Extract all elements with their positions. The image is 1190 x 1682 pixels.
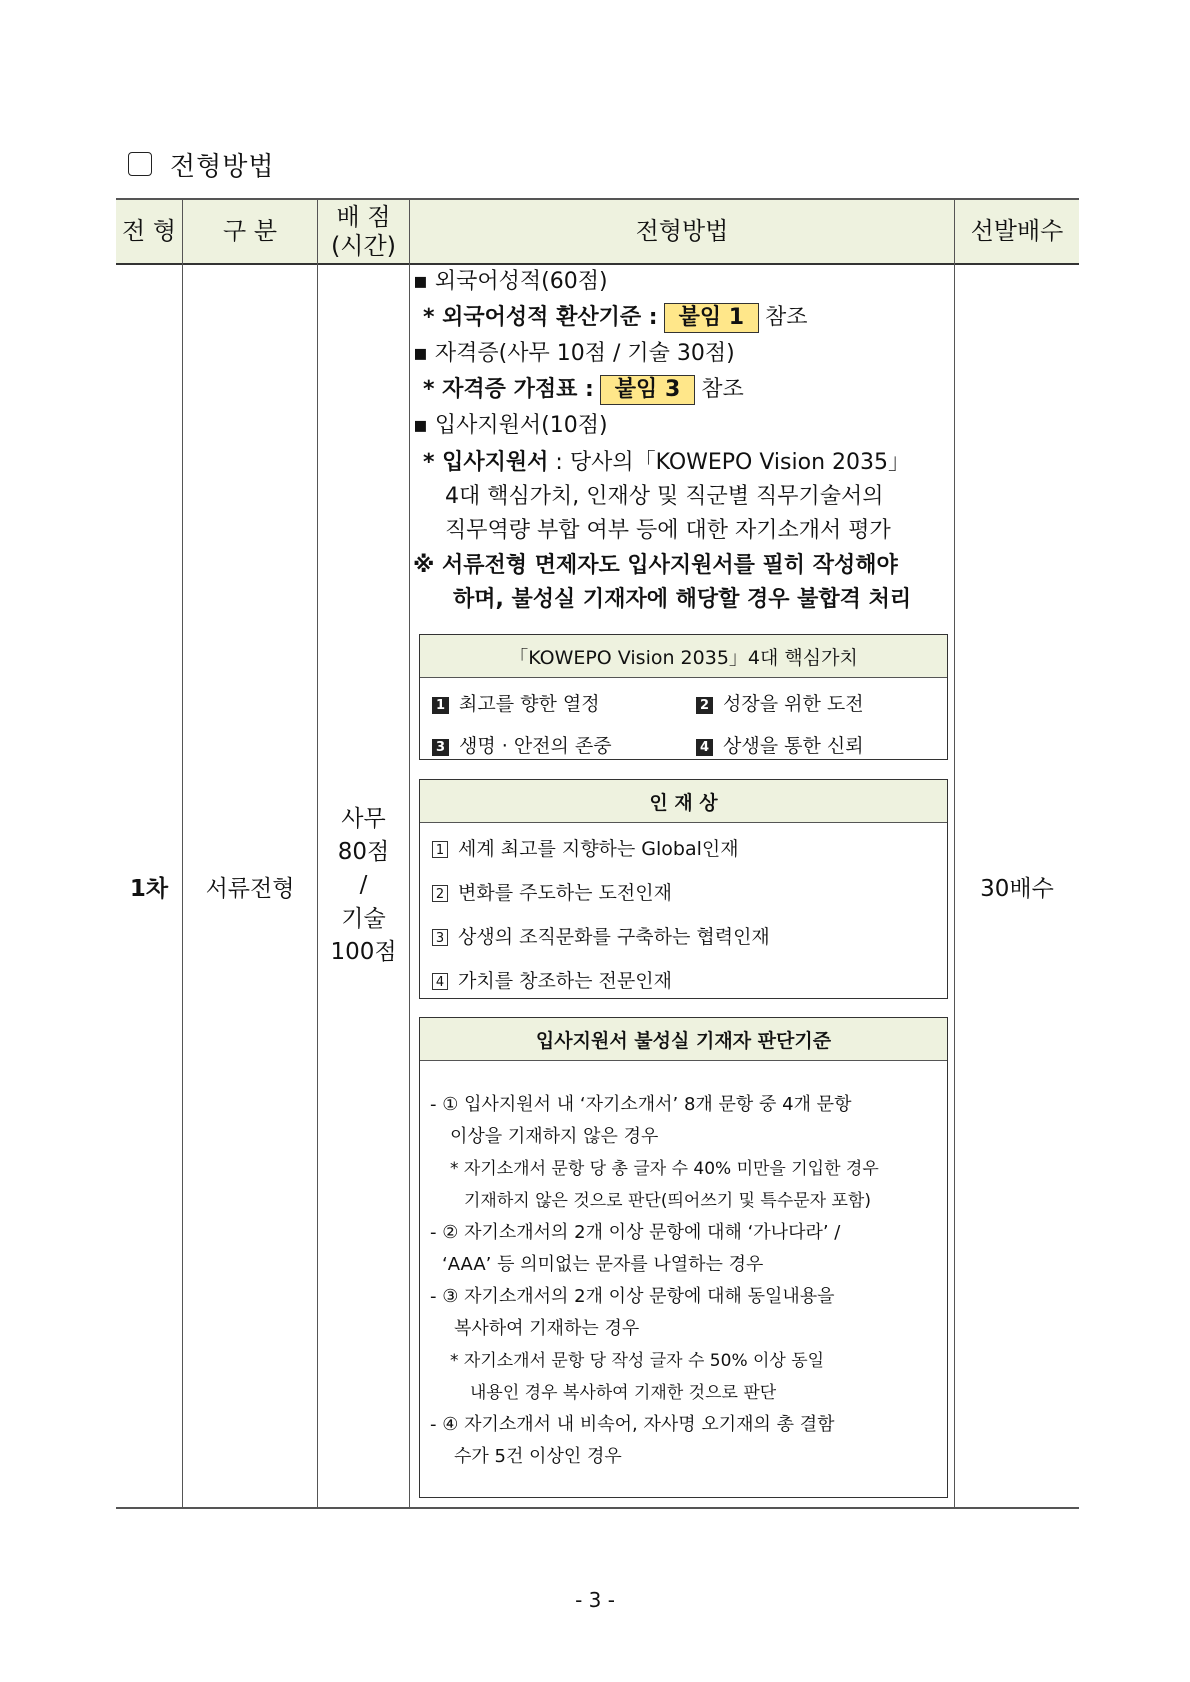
- section-title-text: 전형방법: [170, 151, 275, 182]
- core-value-text: 상생을 통한 신뢰: [723, 735, 864, 757]
- criteria-line: ‘AAA’ 등 의미없는 문자를 나열하는 경우: [442, 1254, 764, 1275]
- core-values-box: [419, 634, 948, 760]
- header-score-line1: 배 점: [336, 202, 391, 231]
- criteria-line: - ④ 자기소개서 내 비속어, 자사명 오기재의 총 결함: [430, 1414, 835, 1435]
- criteria-line: - ③ 자기소개서의 2개 이상 문항에 대해 동일내용을: [430, 1286, 835, 1307]
- header-score-line2: (시간): [330, 231, 397, 260]
- criteria-line: 기재하지 않은 것으로 판단(띄어쓰기 및 특수문자 포함): [464, 1191, 871, 1211]
- criteria-line: * 자기소개서 문항 당 작성 글자 수 50% 이상 동일: [450, 1351, 825, 1371]
- core-value-item: [696, 689, 864, 716]
- note-text: * 입사지원서: [423, 450, 549, 475]
- method-note-certificate: [423, 372, 744, 405]
- header-category: 구 분: [183, 200, 317, 263]
- attachment-3-tag: 붙임 3: [600, 375, 695, 405]
- header-method: 전형방법: [410, 200, 954, 263]
- score-line: 사무: [341, 805, 386, 832]
- method-item-foreign-language: ▪ 외국어성적(60점): [413, 269, 608, 294]
- score-line: /: [359, 872, 368, 899]
- multiple-cell: 30배수: [980, 875, 1054, 902]
- criteria-line: 내용인 경우 복사하여 기재한 것으로 판단: [470, 1383, 777, 1403]
- checkbox-icon: [128, 152, 152, 176]
- criteria-box: [419, 1017, 948, 1498]
- criteria-line: * 자기소개서 문항 당 총 글자 수 40% 미만을 기입한 경우: [450, 1159, 879, 1179]
- attachment-1-tag: 붙임 1: [664, 303, 759, 333]
- header-multiple: 선발배수: [955, 200, 1079, 263]
- talent-item: [432, 834, 739, 861]
- talent-text: 상생의 조직문화를 구축하는 협력인재: [458, 926, 770, 948]
- warning-line: ※ 서류전형 면제자도 입사지원서를 필히 작성해야: [413, 553, 898, 578]
- section-title: [128, 144, 274, 184]
- method-note-line: 4대 핵심가치, 인재상 및 직군별 직무기술서의: [445, 484, 884, 509]
- core-value-item: [432, 689, 600, 716]
- number-2-icon: 2: [696, 697, 713, 714]
- talent-item: [432, 966, 672, 993]
- score-cell: [318, 265, 409, 1507]
- talent-text: 세계 최고를 지향하는 Global인재: [458, 838, 739, 860]
- number-2-icon: 2: [432, 885, 448, 902]
- number-4-icon: 4: [432, 973, 448, 990]
- criteria-line: 수가 5건 이상인 경우: [454, 1446, 622, 1467]
- criteria-line: - ② 자기소개서의 2개 이상 문항에 대해 ‘가나다라’ /: [430, 1222, 841, 1243]
- number-1-icon: 1: [432, 697, 449, 714]
- criteria-line: - ① 입사지원서 내 ‘자기소개서’ 8개 문항 중 4개 문항: [430, 1094, 852, 1115]
- number-1-icon: 1: [432, 841, 448, 858]
- talent-box: [419, 779, 948, 999]
- talent-item: [432, 878, 672, 905]
- criteria-line: 복사하여 기재하는 경우: [454, 1318, 640, 1339]
- criteria-line: 이상을 기재하지 않은 경우: [450, 1126, 659, 1147]
- table-bottom-border: [116, 1507, 1079, 1509]
- core-value-text: 생명 · 안전의 존중: [459, 735, 612, 757]
- score-line: 80점: [337, 838, 390, 865]
- stage-cell: 1차: [129, 875, 169, 902]
- method-note-application: [423, 445, 910, 476]
- talent-text: 가치를 창조하는 전문인재: [458, 970, 672, 992]
- criteria-title: 입사지원서 불성실 기재자 판단기준: [420, 1018, 947, 1061]
- note-text: * 외국어성적 환산기준 :: [423, 305, 658, 330]
- score-line: 기술: [341, 905, 386, 932]
- core-value-text: 성장을 위한 도전: [723, 693, 864, 715]
- number-3-icon: 3: [432, 739, 449, 756]
- header-score: [318, 200, 409, 263]
- core-value-item: [432, 731, 612, 758]
- number-4-icon: 4: [696, 739, 713, 756]
- score-line: 100점: [330, 939, 397, 966]
- talent-title: 인 재 상: [420, 780, 947, 823]
- warning-line: 하며, 불성실 기재자에 해당할 경우 불합격 처리: [453, 587, 912, 612]
- page-number: - 3 -: [575, 1588, 615, 1612]
- col-divider: [409, 199, 410, 1508]
- core-values-title: 「KOWEPO Vision 2035」4대 핵심가치: [420, 635, 947, 678]
- note-text: * 자격증 가점표 :: [423, 377, 594, 402]
- method-note-foreign-language: [423, 300, 808, 333]
- core-value-text: 최고를 향한 열정: [459, 693, 600, 715]
- talent-text: 변화를 주도하는 도전인재: [458, 882, 672, 904]
- category-cell: 서류전형: [205, 875, 295, 902]
- note-text: 참조: [765, 305, 808, 330]
- note-text: : 당사의「KOWEPO Vision 2035」: [548, 450, 910, 475]
- method-item-application: ▪ 입사지원서(10점): [413, 413, 608, 438]
- core-value-item: [696, 731, 864, 758]
- number-3-icon: 3: [432, 929, 448, 946]
- talent-item: [432, 922, 770, 949]
- header-stage: 전 형: [116, 200, 182, 263]
- note-text: 참조: [701, 377, 744, 402]
- method-note-line: 직무역량 부합 여부 등에 대한 자기소개서 평가: [445, 518, 891, 543]
- method-item-certificate: ▪ 자격증(사무 10점 / 기술 30점): [413, 341, 735, 366]
